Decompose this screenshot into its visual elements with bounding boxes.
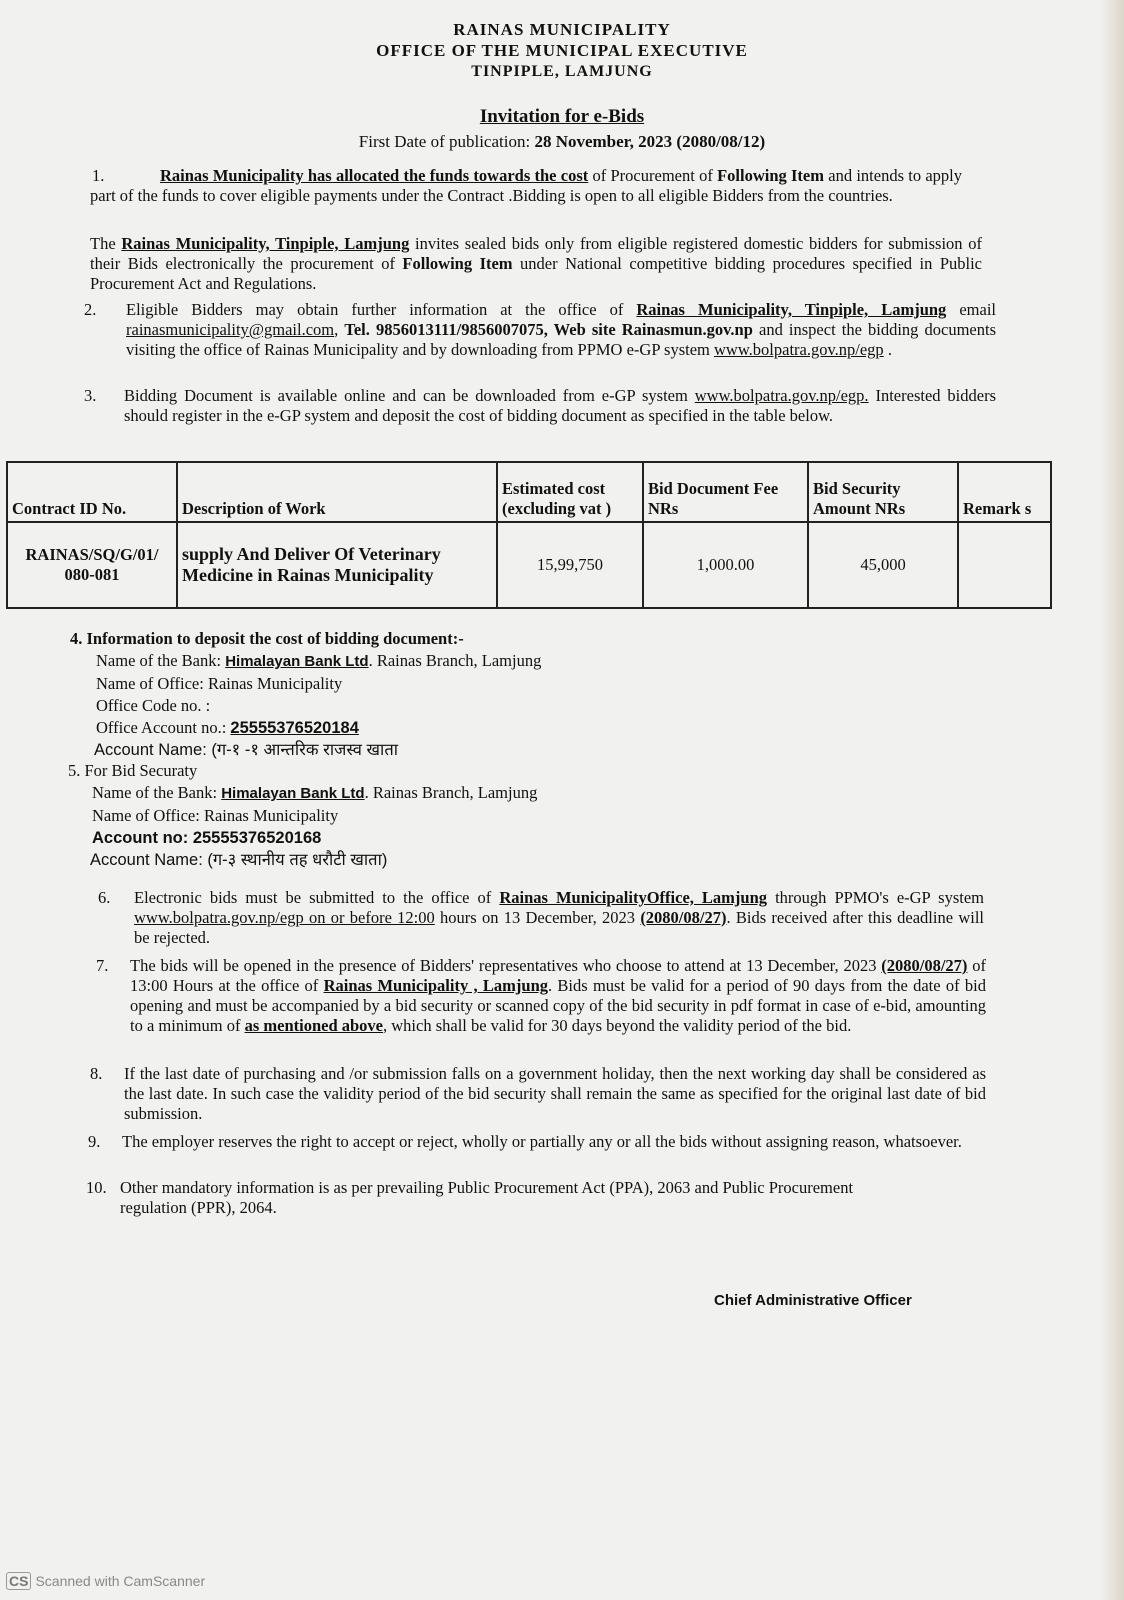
publication-label: First Date of publication: xyxy=(358,132,535,151)
p9-number: 9. xyxy=(88,1132,101,1151)
paragraph-6 xyxy=(134,888,984,948)
section-5 xyxy=(68,760,537,871)
p7-text4: , which shall be valid for 30 days beyond the validity period of the bid. xyxy=(383,1016,852,1035)
p3-text2: Interested bidders should register in the e-GP system and deposit the cost of bidding document as specified in the table below. xyxy=(124,386,996,425)
signature-title: Chief Administrative Officer xyxy=(714,1292,912,1309)
th-bid-security: Bid Security Amount NRs xyxy=(808,462,958,522)
table-header-row xyxy=(7,462,1051,522)
camscanner-watermark xyxy=(6,1572,205,1590)
p8-number: 8. xyxy=(90,1064,103,1083)
s4-code: Office Code no. : xyxy=(96,696,211,715)
p7-office: Rainas Municipality , Lamjung xyxy=(323,976,548,995)
table-row xyxy=(7,522,1051,608)
camscanner-text: Scanned with CamScanner xyxy=(35,1573,206,1589)
p6-egp-link[interactable]: www.bolpatra.gov.np/egp on or before 12:00 xyxy=(134,908,435,927)
paragraph-9: The employer reserves the right to accept or reject, wholly or partially any or all the bids without assigning reason, whatsoever. xyxy=(122,1132,962,1151)
s4-bank xyxy=(70,650,541,673)
p1-text2: and intends to apply part of the funds to cover eligible payments under the Contract .Bidding is open to all eligible Bidders from the countries. xyxy=(90,166,963,205)
p2-email-label: email xyxy=(946,300,996,319)
p7-mentioned: as mentioned above xyxy=(244,1016,383,1035)
bid-table xyxy=(6,461,1052,609)
p6-text: Electronic bids must be submitted to the office of xyxy=(134,888,500,907)
paragraph-7 xyxy=(130,956,986,1036)
page-edge-shadow xyxy=(1100,0,1124,1600)
header-location: TINPIPLE, LAMJUNG xyxy=(471,63,653,80)
p1-text3: invites sealed bids only from eligible registered domestic bidders for submission of their Bids electronically the procurement of xyxy=(90,234,982,273)
s5-account-number: Account no: 25555376520168 xyxy=(92,829,322,847)
p1-number: 1. xyxy=(92,166,105,185)
p7-text: The bids will be opened in the presence of Bidders' representatives who choose to attend at 13 December, 2023 xyxy=(130,956,882,975)
p7-text3: . Bids must be valid for a period of 90 days from the date of bid opening and must be accompanied by a bid security or scanned copy of the bid security in pdf format in case of e-bid, amounting to a minimum of xyxy=(130,976,986,1035)
th-estimated-cost: Estimated cost (excluding vat ) xyxy=(497,462,643,522)
s4-heading: 4. Information to deposit the cost of bidding document:- xyxy=(70,629,464,648)
publication-value: 28 November, 2023 (2080/08/12) xyxy=(534,132,766,151)
th-contract-id: Contract ID No. xyxy=(7,462,177,522)
s4-account xyxy=(70,717,541,739)
s4-bank-branch: . Rainas Branch, Lamjung xyxy=(368,651,542,670)
s5-bank-label: Name of the Bank: xyxy=(92,783,222,802)
header-municipality: RAINAS MUNICIPALITY xyxy=(453,20,671,39)
p1-funds: Rainas Municipality has allocated the funds towards the cost xyxy=(160,166,589,185)
p1-the: The xyxy=(90,234,122,253)
p7-nepali-date: (2080/08/27) xyxy=(881,956,968,975)
th-document-fee: Bid Document Fee NRs xyxy=(643,462,808,522)
p2-municipality: Rainas Municipality, Tinpiple, Lamjung xyxy=(636,300,947,319)
cell-estimated-cost: 15,99,750 xyxy=(497,522,643,608)
cell-remarks xyxy=(958,522,1051,608)
paragraph-1 xyxy=(90,166,962,206)
s5-account-name: Account Name: (ग-३ स्थानीय तह धरौटी खाता) xyxy=(90,851,388,869)
th-description: Description of Work xyxy=(177,462,497,522)
cell-contract-id: RAINAS/SQ/G/01/ 080-081 xyxy=(7,522,177,608)
s4-office: Name of Office: Rainas Municipality xyxy=(96,674,343,693)
s5-bank-branch: . Rainas Branch, Lamjung xyxy=(364,783,538,802)
p2-end: . xyxy=(883,340,892,359)
s4-account-number: 25555376520184 xyxy=(230,719,359,737)
s4-bank-name: Himalayan Bank Ltd xyxy=(225,653,369,670)
s5-office: Name of Office: Rainas Municipality xyxy=(92,806,339,825)
th-remarks: Remark s xyxy=(958,462,1051,522)
paragraph-2 xyxy=(126,300,996,360)
paragraph-3 xyxy=(124,386,996,426)
p10-number: 10. xyxy=(86,1178,107,1197)
s4-account-label: Office Account no.: xyxy=(96,718,231,737)
p3-number: 3. xyxy=(84,386,97,405)
p2-egp-link[interactable]: www.bolpatra.gov.np/egp xyxy=(713,340,884,359)
p1-municipality: Rainas Municipality, Tinpiple, Lamjung xyxy=(121,234,410,253)
document-title: Invitation for e-Bids xyxy=(479,106,645,127)
p6-text3: . Bids received after this deadline will be rejected. xyxy=(134,908,984,947)
p3-egp-link[interactable]: www.bolpatra.gov.np/egp. xyxy=(694,386,869,405)
p7-text2: of 13:00 Hours at the office of xyxy=(130,956,986,995)
p2-sep: , xyxy=(334,320,345,339)
p6-text2: through PPMO's e-GP system xyxy=(767,888,984,907)
header-office: OFFICE OF THE MUNICIPAL EXECUTIVE xyxy=(376,41,748,60)
cell-description: supply And Deliver Of Veterinary Medicine in Rainas Municipality xyxy=(177,522,497,608)
p6-office: Rainas MunicipalityOffice, Lamjung xyxy=(499,888,768,907)
cell-document-fee: 1,000.00 xyxy=(643,522,808,608)
s5-bank-name: Himalayan Bank Ltd xyxy=(221,785,365,802)
p7-number: 7. xyxy=(96,956,109,975)
paragraph-1b xyxy=(90,234,982,294)
p6-deadline: hours on 13 December, 2023 xyxy=(434,908,641,927)
s5-bank xyxy=(68,782,537,805)
p2-email-link[interactable]: rainasmunicipality@gmail.com xyxy=(126,320,335,339)
paragraph-8: If the last date of purchasing and /or submission falls on a government holiday, then the next working day shall be considered as the last date. In such case the validity period of the bid security shall remain the same as specified for the original last date of bid submission. xyxy=(124,1064,986,1123)
p2-text2: and inspect the bidding documents visiting the office of Rainas Municipality and by downloading from PPMO e-GP system xyxy=(126,320,997,359)
p1-item: Following Item xyxy=(717,166,824,185)
s4-account-name: Account Name: (ग-१ -१ आन्तरिक राजस्व खाता xyxy=(94,741,399,759)
cell-bid-security: 45,000 xyxy=(808,522,958,608)
s5-heading: 5. For Bid Securaty xyxy=(68,761,198,780)
p6-number: 6. xyxy=(98,888,111,907)
p1-text: of Procurement of xyxy=(588,166,718,185)
p2-text: Eligible Bidders may obtain further information at the office of xyxy=(126,300,637,319)
section-4 xyxy=(70,628,541,761)
s4-bank-label: Name of the Bank: xyxy=(96,651,226,670)
p3-text: Bidding Document is available online and can be downloaded from e-GP system xyxy=(124,386,695,405)
p2-contact: Tel. 9856013111/9856007075, Web site Rainasmun.gov.np xyxy=(344,320,753,339)
p1-item2: Following Item xyxy=(402,254,513,273)
p6-nepali-date: (2080/08/27) xyxy=(640,908,727,927)
camscanner-icon: CS xyxy=(6,1572,31,1590)
publication-date xyxy=(0,132,1124,152)
p2-number: 2. xyxy=(84,300,97,319)
p1-text4: under National competitive bidding procedures specified in Public Procurement Act and Regulations. xyxy=(90,254,982,293)
paragraph-10: Other mandatory information is as per prevailing Public Procurement Act (PPA), 2063 and Public Procurement regulation (PPR), 2064. xyxy=(120,1178,854,1217)
